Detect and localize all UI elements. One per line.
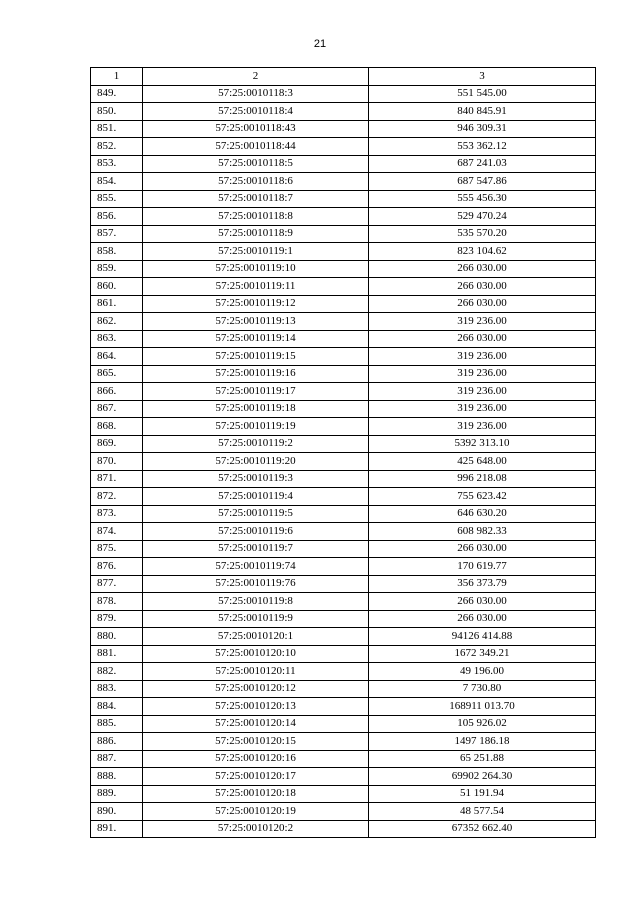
cadastral-number-cell: 57:25:0010120:10 — [143, 645, 369, 663]
row-number-cell: 887. — [91, 750, 143, 768]
table-row — [91, 610, 596, 628]
row-number-cell: 849. — [91, 85, 143, 103]
table-row — [91, 680, 596, 698]
cadastral-number-cell: 57:25:0010119:74 — [143, 558, 369, 576]
row-number-cell: 860. — [91, 278, 143, 296]
row-number-cell: 869. — [91, 435, 143, 453]
cadastral-number-cell: 57:25:0010120:16 — [143, 750, 369, 768]
row-number-cell: 885. — [91, 715, 143, 733]
row-number-cell: 859. — [91, 260, 143, 278]
row-number-cell: 858. — [91, 243, 143, 261]
cadastral-value-cell: 529 470.24 — [369, 208, 596, 226]
row-number-cell: 872. — [91, 488, 143, 506]
row-number-cell: 888. — [91, 768, 143, 786]
table-row — [91, 190, 596, 208]
cadastral-number-cell: 57:25:0010118:5 — [143, 155, 369, 173]
cadastral-number-cell: 57:25:0010119:9 — [143, 610, 369, 628]
cadastral-number-cell: 57:25:0010119:13 — [143, 313, 369, 331]
cadastral-value-cell: 535 570.20 — [369, 225, 596, 243]
column-header-3: 3 — [369, 68, 596, 86]
row-number-cell: 884. — [91, 698, 143, 716]
table-row — [91, 628, 596, 646]
table-row — [91, 418, 596, 436]
table-row — [91, 698, 596, 716]
row-number-cell: 857. — [91, 225, 143, 243]
table-row — [91, 85, 596, 103]
cadastral-value-cell: 266 030.00 — [369, 593, 596, 611]
cadastral-value-cell: 67352 662.40 — [369, 820, 596, 838]
cadastral-number-cell: 57:25:0010120:11 — [143, 663, 369, 681]
cadastral-number-cell: 57:25:0010118:3 — [143, 85, 369, 103]
cadastral-value-cell: 1497 186.18 — [369, 733, 596, 751]
cadastral-value-cell: 996 218.08 — [369, 470, 596, 488]
cadastral-value-cell: 319 236.00 — [369, 313, 596, 331]
cadastral-value-cell: 168911 013.70 — [369, 698, 596, 716]
row-number-cell: 863. — [91, 330, 143, 348]
cadastral-value-cell: 105 926.02 — [369, 715, 596, 733]
table-row — [91, 103, 596, 121]
cadastral-value-cell: 94126 414.88 — [369, 628, 596, 646]
cadastral-number-cell: 57:25:0010118:4 — [143, 103, 369, 121]
cadastral-value-cell: 755 623.42 — [369, 488, 596, 506]
cadastral-number-cell: 57:25:0010120:14 — [143, 715, 369, 733]
cadastral-number-cell: 57:25:0010119:4 — [143, 488, 369, 506]
table-row — [91, 383, 596, 401]
cadastral-value-cell: 48 577.54 — [369, 803, 596, 821]
row-number-cell: 865. — [91, 365, 143, 383]
cadastral-number-cell: 57:25:0010119:18 — [143, 400, 369, 418]
table-row — [91, 470, 596, 488]
cadastral-number-cell: 57:25:0010118:44 — [143, 138, 369, 156]
cadastral-number-cell: 57:25:0010118:6 — [143, 173, 369, 191]
cadastral-number-cell: 57:25:0010119:10 — [143, 260, 369, 278]
cadastral-value-cell: 425 648.00 — [369, 453, 596, 471]
row-number-cell: 871. — [91, 470, 143, 488]
table-row — [91, 453, 596, 471]
cadastral-number-cell: 57:25:0010120:18 — [143, 785, 369, 803]
cadastral-value-cell: 65 251.88 — [369, 750, 596, 768]
cadastral-number-cell: 57:25:0010119:8 — [143, 593, 369, 611]
cadastral-value-cell: 266 030.00 — [369, 330, 596, 348]
table-row — [91, 785, 596, 803]
table-row — [91, 330, 596, 348]
row-number-cell: 864. — [91, 348, 143, 366]
table-row — [91, 400, 596, 418]
cadastral-value-cell: 319 236.00 — [369, 365, 596, 383]
row-number-cell: 875. — [91, 540, 143, 558]
cadastral-value-cell: 840 845.91 — [369, 103, 596, 121]
cadastral-value-cell: 1672 349.21 — [369, 645, 596, 663]
cadastral-value-cell: 687 547.86 — [369, 173, 596, 191]
cadastral-number-cell: 57:25:0010120:17 — [143, 768, 369, 786]
cadastral-number-cell: 57:25:0010120:2 — [143, 820, 369, 838]
table-row — [91, 365, 596, 383]
cadastral-number-cell: 57:25:0010119:2 — [143, 435, 369, 453]
cadastral-value-cell: 170 619.77 — [369, 558, 596, 576]
table-row — [91, 523, 596, 541]
cadastral-number-cell: 57:25:0010119:19 — [143, 418, 369, 436]
cadastral-number-cell: 57:25:0010119:7 — [143, 540, 369, 558]
cadastral-number-cell: 57:25:0010119:11 — [143, 278, 369, 296]
cadastral-number-cell: 57:25:0010120:12 — [143, 680, 369, 698]
row-number-cell: 886. — [91, 733, 143, 751]
table-row — [91, 820, 596, 838]
table-row — [91, 435, 596, 453]
column-header-2: 2 — [143, 68, 369, 86]
cadastral-value-cell: 266 030.00 — [369, 278, 596, 296]
row-number-cell: 873. — [91, 505, 143, 523]
row-number-cell: 891. — [91, 820, 143, 838]
cadastral-value-cell: 266 030.00 — [369, 295, 596, 313]
row-number-cell: 879. — [91, 610, 143, 628]
cadastral-value-cell: 646 630.20 — [369, 505, 596, 523]
cadastral-number-cell: 57:25:0010120:15 — [143, 733, 369, 751]
cadastral-number-cell: 57:25:0010120:19 — [143, 803, 369, 821]
cadastral-number-cell: 57:25:0010119:17 — [143, 383, 369, 401]
row-number-cell: 861. — [91, 295, 143, 313]
cadastral-value-cell: 946 309.31 — [369, 120, 596, 138]
table-row — [91, 278, 596, 296]
cadastral-number-cell: 57:25:0010118:8 — [143, 208, 369, 226]
table-row — [91, 505, 596, 523]
cadastral-value-cell: 553 362.12 — [369, 138, 596, 156]
row-number-cell: 882. — [91, 663, 143, 681]
table-row — [91, 138, 596, 156]
cadastral-value-cell: 356 373.79 — [369, 575, 596, 593]
cadastral-number-cell: 57:25:0010119:1 — [143, 243, 369, 261]
table-row — [91, 558, 596, 576]
row-number-cell: 866. — [91, 383, 143, 401]
cadastral-value-cell: 319 236.00 — [369, 348, 596, 366]
row-number-cell: 870. — [91, 453, 143, 471]
row-number-cell: 868. — [91, 418, 143, 436]
row-number-cell: 854. — [91, 173, 143, 191]
table-row — [91, 243, 596, 261]
table-row — [91, 593, 596, 611]
row-number-cell: 850. — [91, 103, 143, 121]
cadastral-value-cell: 319 236.00 — [369, 400, 596, 418]
cadastral-value-cell: 266 030.00 — [369, 260, 596, 278]
row-number-cell: 856. — [91, 208, 143, 226]
cadastral-number-cell: 57:25:0010119:15 — [143, 348, 369, 366]
table-row — [91, 225, 596, 243]
cadastral-value-cell: 319 236.00 — [369, 383, 596, 401]
page-number: 21 — [313, 38, 327, 50]
table-row — [91, 733, 596, 751]
row-number-cell: 862. — [91, 313, 143, 331]
table-row — [91, 575, 596, 593]
cadastral-value-cell: 551 545.00 — [369, 85, 596, 103]
row-number-cell: 876. — [91, 558, 143, 576]
cadastral-number-cell: 57:25:0010119:12 — [143, 295, 369, 313]
table-header-row — [91, 68, 596, 86]
row-number-cell: 878. — [91, 593, 143, 611]
table-row — [91, 173, 596, 191]
cadastral-number-cell: 57:25:0010119:6 — [143, 523, 369, 541]
cadastral-number-cell: 57:25:0010119:14 — [143, 330, 369, 348]
cadastral-value-cell: 266 030.00 — [369, 540, 596, 558]
cadastral-number-cell: 57:25:0010119:3 — [143, 470, 369, 488]
table-row — [91, 295, 596, 313]
row-number-cell: 851. — [91, 120, 143, 138]
table-row — [91, 750, 596, 768]
column-header-1: 1 — [91, 68, 143, 86]
cadastral-number-cell: 57:25:0010119:20 — [143, 453, 369, 471]
row-number-cell: 852. — [91, 138, 143, 156]
table-row — [91, 645, 596, 663]
cadastral-value-cell: 5392 313.10 — [369, 435, 596, 453]
cadastral-value-cell: 51 191.94 — [369, 785, 596, 803]
row-number-cell: 880. — [91, 628, 143, 646]
cadastral-number-cell: 57:25:0010118:7 — [143, 190, 369, 208]
cadastral-number-cell: 57:25:0010119:16 — [143, 365, 369, 383]
table-row — [91, 313, 596, 331]
cadastral-number-cell: 57:25:0010120:1 — [143, 628, 369, 646]
table-row — [91, 208, 596, 226]
row-number-cell: 874. — [91, 523, 143, 541]
row-number-cell: 881. — [91, 645, 143, 663]
cadastral-value-cell: 69902 264.30 — [369, 768, 596, 786]
table-row — [91, 348, 596, 366]
table-row — [91, 120, 596, 138]
cadastral-value-cell: 7 730.80 — [369, 680, 596, 698]
cadastral-number-cell: 57:25:0010118:43 — [143, 120, 369, 138]
cadastral-value-cell: 319 236.00 — [369, 418, 596, 436]
table-row — [91, 155, 596, 173]
row-number-cell: 877. — [91, 575, 143, 593]
table-row — [91, 803, 596, 821]
cadastral-value-cell: 608 982.33 — [369, 523, 596, 541]
cadastral-number-cell: 57:25:0010120:13 — [143, 698, 369, 716]
table-row — [91, 540, 596, 558]
cadastral-value-cell: 823 104.62 — [369, 243, 596, 261]
cadastral-number-cell: 57:25:0010119:76 — [143, 575, 369, 593]
cadastral-number-cell: 57:25:0010119:5 — [143, 505, 369, 523]
cadastral-value-table — [90, 67, 596, 838]
table-row — [91, 663, 596, 681]
cadastral-value-cell: 266 030.00 — [369, 610, 596, 628]
cadastral-value-cell: 687 241.03 — [369, 155, 596, 173]
table-row — [91, 260, 596, 278]
row-number-cell: 889. — [91, 785, 143, 803]
row-number-cell: 855. — [91, 190, 143, 208]
cadastral-value-cell: 555 456.30 — [369, 190, 596, 208]
row-number-cell: 867. — [91, 400, 143, 418]
table-row — [91, 715, 596, 733]
table-row — [91, 768, 596, 786]
table-row — [91, 488, 596, 506]
cadastral-number-cell: 57:25:0010118:9 — [143, 225, 369, 243]
cadastral-value-cell: 49 196.00 — [369, 663, 596, 681]
row-number-cell: 853. — [91, 155, 143, 173]
row-number-cell: 890. — [91, 803, 143, 821]
row-number-cell: 883. — [91, 680, 143, 698]
